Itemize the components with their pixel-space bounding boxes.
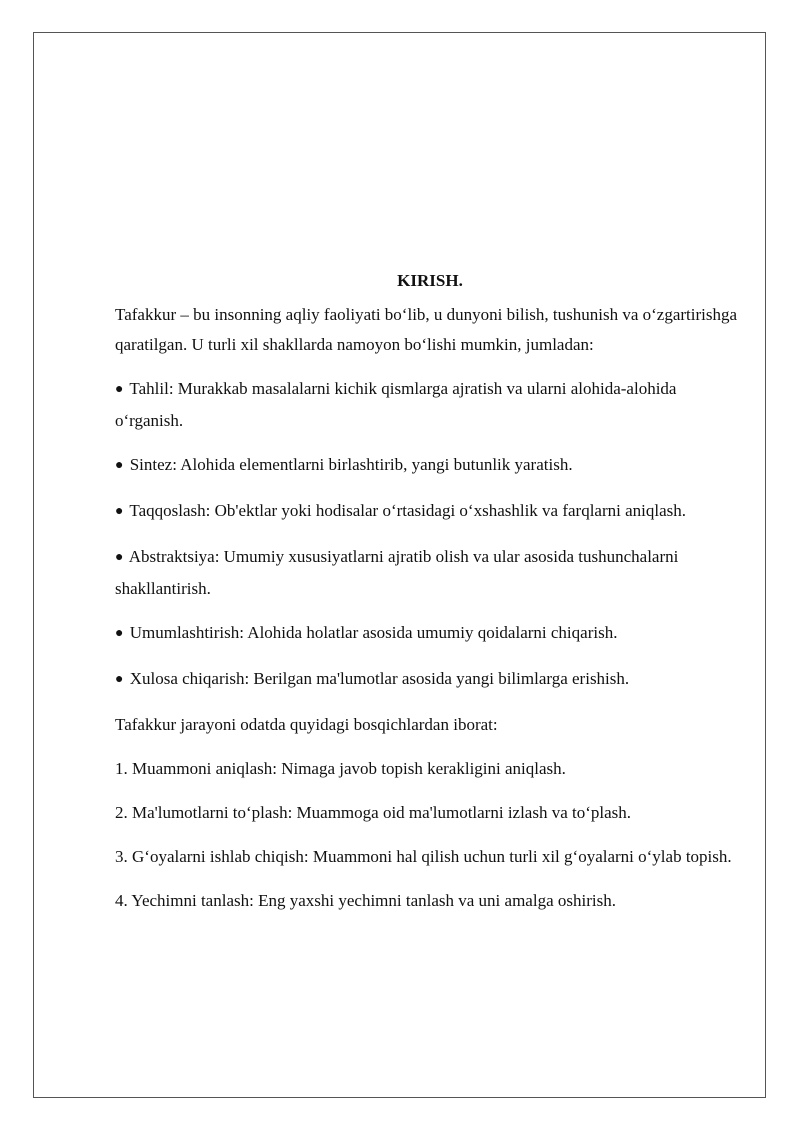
bullet-text: Tahlil: Murakkab masalalarni kichik qismlarga ajratish va ularni alohida-alohida o‘rganish. <box>115 379 677 430</box>
bullet-item-tahlil <box>115 374 745 436</box>
step-item-1: 1. Muammoni aniqlash: Nimaga javob topish kerakligini aniqlash. <box>115 759 566 778</box>
bullet-item-abstraktsiya <box>115 542 745 604</box>
step-item-2: 2. Ma'lumotlarni to‘plash: Muammoga oid ma'lumotlarni izlash va to‘plash. <box>115 803 632 822</box>
bullet-item-umumlashtirish <box>115 618 745 650</box>
bullet-icon: ● <box>115 550 124 565</box>
page-title: KIRISH. <box>397 271 463 290</box>
bullet-text: Xulosa chiqarish: Berilgan ma'lumotlar asosida yangi bilimlarga erishish. <box>129 669 630 688</box>
bullet-text: Abstraktsiya: Umumiy xususiyatlarni ajratib olish va ular asosida tushunchalarni shakllantirish. <box>115 547 679 598</box>
bullet-text: Sintez: Alohida elementlarni birlashtirib, yangi butunlik yaratish. <box>129 455 573 474</box>
steps-intro: Tafakkur jarayoni odatda quyidagi bosqichlardan iborat: <box>115 715 498 734</box>
bullet-icon: ● <box>115 672 124 687</box>
bullet-text: Taqqoslash: Ob'ektlar yoki hodisalar o‘rtasidagi o‘xshashlik va farqlarni aniqlash. <box>129 501 687 520</box>
bullet-item-xulosa <box>115 664 745 696</box>
bullet-text: Umumlashtirish: Alohida holatlar asosida umumiy qoidalarni chiqarish. <box>129 623 618 642</box>
bullet-icon: ● <box>115 382 124 397</box>
bullet-item-sintez <box>115 450 745 482</box>
bullet-item-taqqoslash <box>115 496 745 528</box>
step-item-4: 4. Yechimni tanlash: Eng yaxshi yechimni tanlash va uni amalga oshirish. <box>115 891 616 910</box>
step-item-3: 3. G‘oyalarni ishlab chiqish: Muammoni hal qilish uchun turli xil g‘oyalarni o‘ylab topish. <box>115 847 732 866</box>
bullet-icon: ● <box>115 626 124 641</box>
bullet-icon: ● <box>115 458 124 473</box>
bullet-icon: ● <box>115 504 124 519</box>
intro-paragraph: Tafakkur – bu insonning aqliy faoliyati bo‘lib, u dunyoni bilish, tushunish va o‘zgartirishga qaratilgan. U turli xil shakllarda namoyon bo‘lishi mumkin, jumladan: <box>115 305 738 354</box>
document-body <box>115 266 745 930</box>
